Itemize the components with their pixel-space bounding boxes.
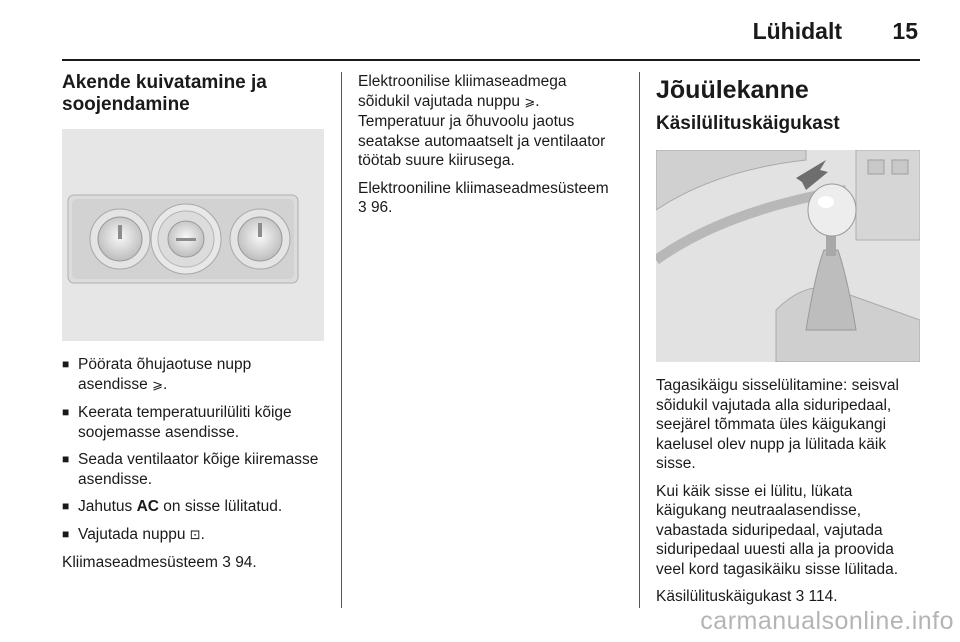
windscreen-defrost-icon: ⩾: [524, 94, 536, 110]
cross-reference: Elektrooniline kliimaseadmesüsteem 3 96.: [358, 179, 609, 216]
watermark: carmanualsonline.info: [700, 607, 954, 635]
list-item: ■ Pöörata õhujaotuse nupp asendisse ⩾.: [62, 355, 328, 395]
rear-window-heating-icon: ⊡: [189, 527, 201, 543]
column-divider-2: [639, 72, 640, 608]
climate-control-panel-drawing: [62, 129, 324, 341]
windscreen-defrost-icon: ⩾: [152, 377, 164, 393]
gear-lever-drawing: [656, 150, 920, 362]
cross-reference: Kliimaseadmesüsteem 3 94.: [62, 554, 257, 571]
list-item: ■ Seada ventilaator kõige kiiremasse asendisse.: [62, 450, 328, 489]
column-divider-1: [341, 72, 342, 608]
middle-column: [358, 72, 628, 226]
air-distribution-knob: [90, 209, 150, 269]
section-heading: Akende kuivatamine ja soojendamine: [62, 72, 267, 115]
right-column: [656, 72, 922, 615]
fan-speed-knob: [230, 209, 290, 269]
reference-arrow-icon: 3: [795, 588, 805, 605]
section-title: Lühidalt: [752, 18, 842, 44]
page-number: 15: [892, 18, 918, 44]
chapter-heading: Jõuülekanne: [656, 76, 809, 104]
climate-control-panel-illustration: [62, 129, 324, 341]
reference-arrow-icon: 3: [222, 554, 231, 571]
instruction-list: [62, 355, 328, 545]
paragraph: Elektroonilise kliimaseadmega sõidukil vajutada nuppu ⩾. Temperatuur ja õhuvoolu jaotus seatakse automaatselt ja ventilaator töötab suure kiirusega.: [358, 73, 606, 169]
paragraph: Kui käik sisse ei lülitu, lükata käigukang neutraalasendisse, vabastada siduripedaal, vajutada siduripedaal uuesti alla ja proovida veel kord tagasikäiku sisse lülitada.: [656, 482, 899, 578]
left-column: [62, 72, 328, 581]
list-item: ■ Vajutada nuppu ⊡.: [62, 525, 328, 546]
header-rule: [62, 59, 920, 61]
paragraph: Tagasikäigu sisselülitamine: seisval sõidukil vajutada alla siduripedaal, seejärel tõmmata üles käigukangi kaelusel olev nupp ja lülitada käik sisse.: [656, 377, 899, 472]
list-item: ■ Keerata temperatuurilüliti kõige soojemasse asendisse.: [62, 403, 328, 442]
temperature-knob: [151, 204, 221, 274]
page-header: [0, 0, 960, 62]
list-item: ■ Jahutus AC on sisse lülitatud.: [62, 497, 328, 517]
cross-reference: Käsilülituskäigukast 3 114.: [656, 588, 838, 605]
gear-lever-illustration: [656, 150, 920, 362]
reference-arrow-icon: 3: [358, 199, 367, 216]
section-heading: Käsilülituskäigukast: [656, 113, 840, 134]
